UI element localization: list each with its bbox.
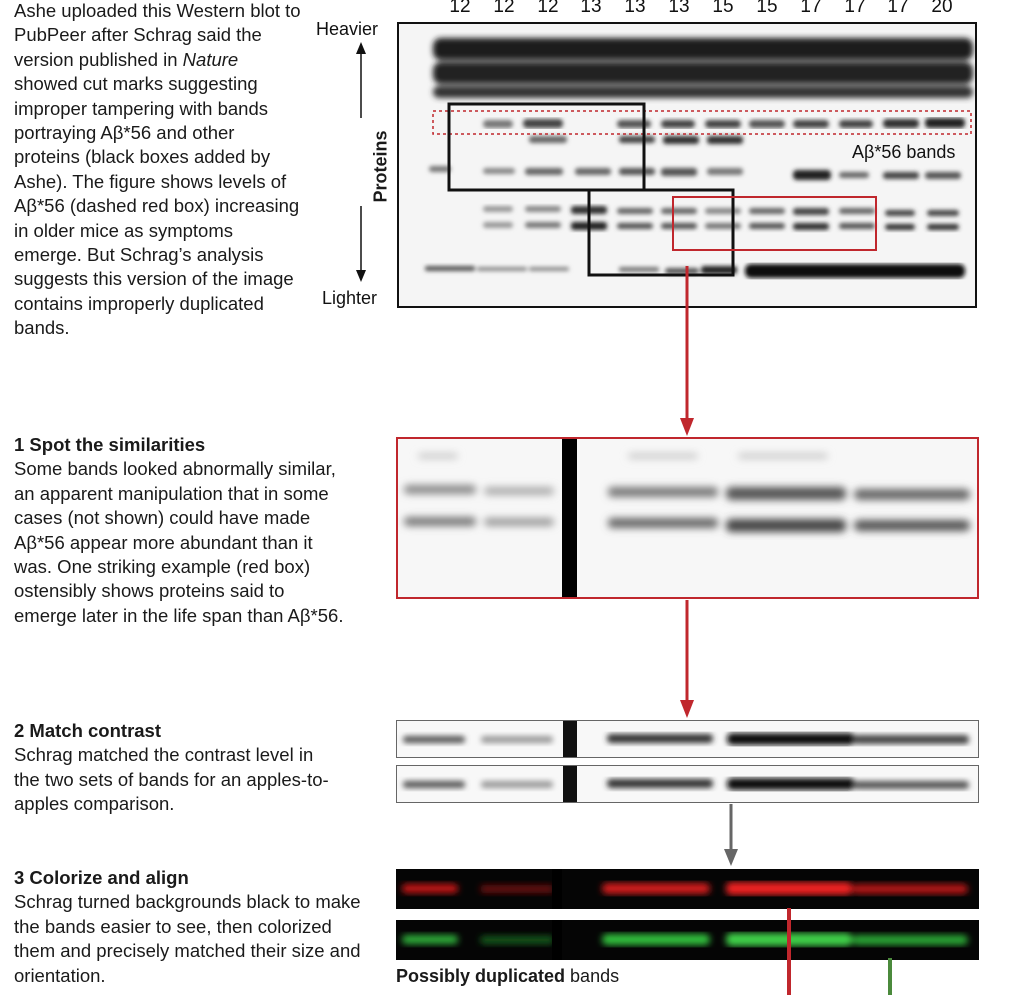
lane-label: 13 [668,0,690,17]
red-arrow-1 [680,266,694,436]
axis-arrow [356,42,366,282]
step-3 [14,866,364,988]
cut-mark-box-2 [589,190,733,275]
duplicated-bands-red-box [673,197,876,250]
lane-label: 13 [624,0,646,17]
duplicated-bands-caption [396,966,619,987]
cut-mark-box-1 [449,104,644,190]
heavier-label: Heavier [316,19,379,39]
step-3-body: Schrag turned backgrounds black to make the bands easier to see, then colorized them and precisely matched their size and orientation. [14,891,361,986]
lane-label: 15 [712,0,734,17]
abeta56-bands-label: Aβ*56 bands [852,142,956,162]
step-1 [14,433,344,628]
proteins-axis-label: Proteins [370,130,391,203]
intro-part-1: Ashe uploaded this Western blot to PubPeer after Schrag said the version published in [14,0,301,70]
lane-label: 17 [800,0,822,17]
lane-label: 17 [887,0,909,17]
step-2-title: 2 Match contrast [14,720,162,741]
red-arrow-2 [680,600,694,718]
step-2-body: Schrag matched the contrast level in the two sets of bands for an apples-to-apples comparison. [14,744,329,815]
abeta56-dashed-box [433,111,971,134]
lane-label: 15 [756,0,778,17]
step-1-body: Some bands looked abnormally similar, an apparent manipulation that in some cases (not shown) could have made Aβ*56 appear more abundant than it was. One striking example (red box) ostensibly shows proteins said to emerge later in the life span than Aβ*56. [14,458,344,626]
gray-arrow [724,804,738,866]
lane-label: 17 [844,0,866,17]
lane-label: 13 [580,0,602,17]
lighter-label: Lighter [322,288,378,308]
lane-label: 12 [449,0,471,17]
step-2 [14,719,344,817]
intro-journal-name: Nature [182,48,239,70]
intro-part-2: showed cut marks suggesting improper tampering with bands portraying Aβ*56 and other proteins (black boxes added by Ashe). The figure shows levels of Aβ*56 (dashed red box) increasing in older mice as symptoms emerge. But Schrag’s analysis suggests this version of the image contains improperly duplicated bands. [14,73,300,339]
lane-label: 12 [493,0,515,17]
caption-rest: bands [565,966,620,986]
step-1-title: 1 Spot the similarities [14,434,206,455]
step-3-title: 3 Colorize and align [14,867,189,888]
lane-label: 12 [537,0,559,17]
caption-bold: Possibly duplicated [396,966,566,986]
lane-label: 20 [931,0,953,17]
